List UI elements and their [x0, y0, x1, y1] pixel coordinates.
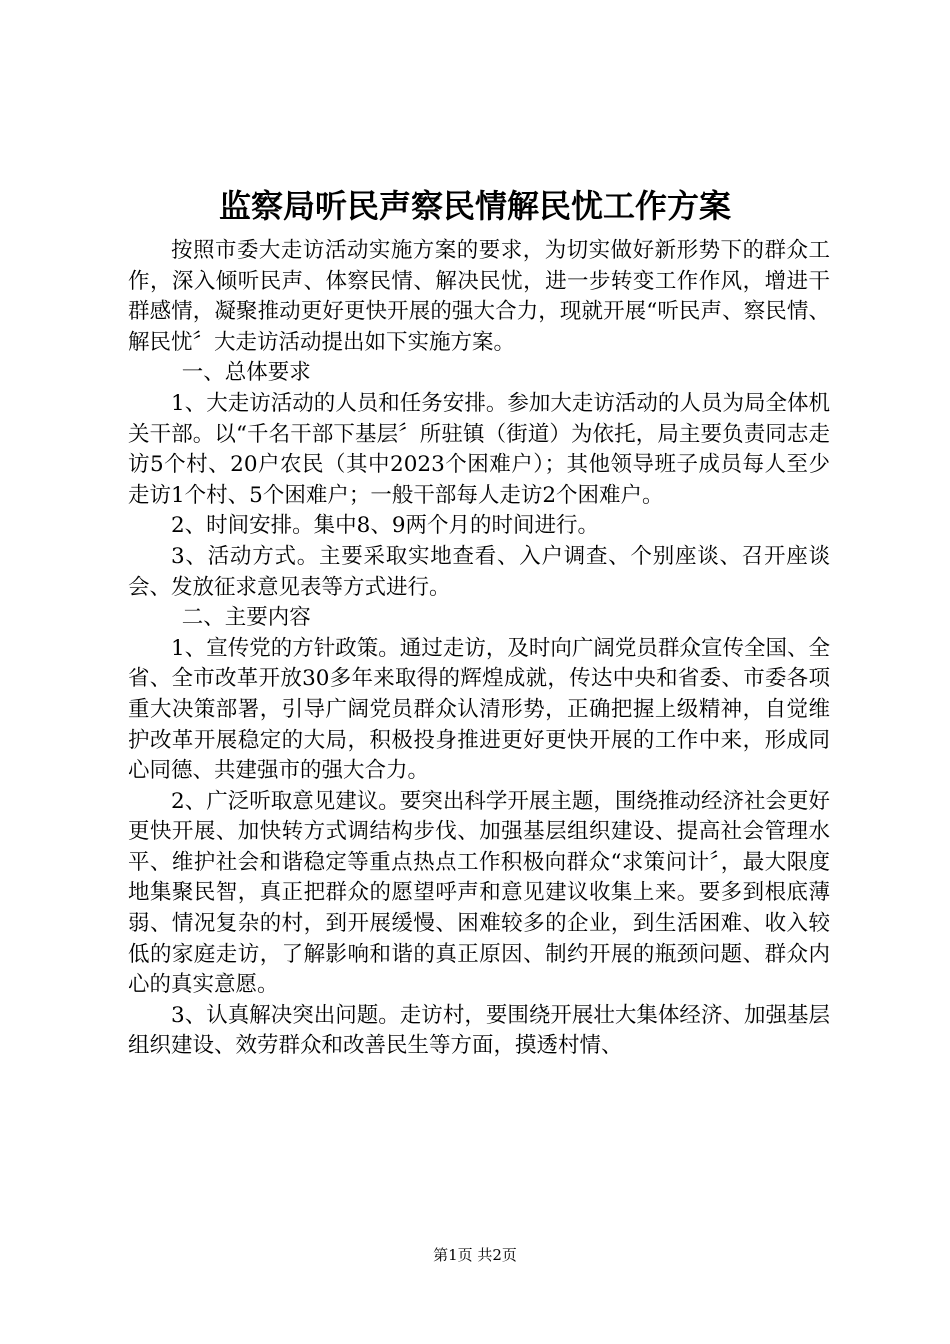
paragraph-methods: 3、活动方式。主要采取实地查看、入户调查、个别座谈、召开座谈会、发放征求意见表等方式进行。: [128, 543, 830, 600]
paragraph-schedule: 2、时间安排。集中8、9两个月的时间进行。: [171, 513, 600, 539]
page-footer: 第1页 共2页: [433, 1246, 517, 1264]
document-body: [128, 236, 830, 1062]
paragraph-publicize-policies: 1、宣传党的方针政策。通过走访，及时向广阔党员群众宣传全国、全省、全市改革开放30多年来取得的辉煌成就，传达中央和省委、市委各项重大决策部署，引导广阔党员群众认清形势，正确把握上级精神，自觉维护改革开展稳定的大局，积极投身推进更好更快开展的工作中来，形成同心同德、共建强市的强大合力。: [128, 635, 830, 784]
paragraph-intro: 按照市委大走访活动实施方案的要求，为切实做好新形势下的群众工作，深入倾听民声、体察民情、解决民忧，进一步转变工作作风，增进干群感情，凝聚推动更好更快开展的强大合力，现就开展“听民声、察民情、解民忧〞大走访活动提出如下实施方案。: [128, 238, 830, 355]
section-heading-general-requirements: 一、总体要求: [181, 360, 311, 386]
paragraph-listen-opinions: 2、广泛听取意见建议。要突出科学开展主题，围绕推动经济社会更好更快开展、加快转方式调结构步伐、加强基层组织建设、提高社会管理水平、维护社会和谐稳定等重点热点工作积极向群众“求策问计〞，最大限度地集聚民智，真正把群众的愿望呼声和意见建议收集上来。要多到根底薄弱、情况复杂的村，到开展缓慢、困难较多的企业，到生活困难、收入较低的家庭走访，了解影响和谐的真正原因、制约开展的瓶颈问题、群众内心的真实意愿。: [128, 788, 830, 998]
paragraph-personnel-tasks: 1、大走访活动的人员和任务安排。参加大走访活动的人员为局全体机关干部。以“千名干部下基层〞所驻镇（街道）为依托，局主要负责同志走访5个村、20户农民（其中2023个困难户）；其他领导班子成员每人至少走访1个村、5个困难户；一般干部每人走访2个困难户。: [128, 390, 830, 508]
paragraph-solve-problems: 3、认真解决突出问题。走访村，要围绕开展壮大集体经济、加强基层组织建设、效劳群众和改善民生等方面，摸透村情、: [128, 1002, 830, 1059]
section-heading-main-content: 二、主要内容: [181, 605, 311, 631]
document-title: 监察局听民声察民情解民忧工作方案: [218, 187, 731, 225]
